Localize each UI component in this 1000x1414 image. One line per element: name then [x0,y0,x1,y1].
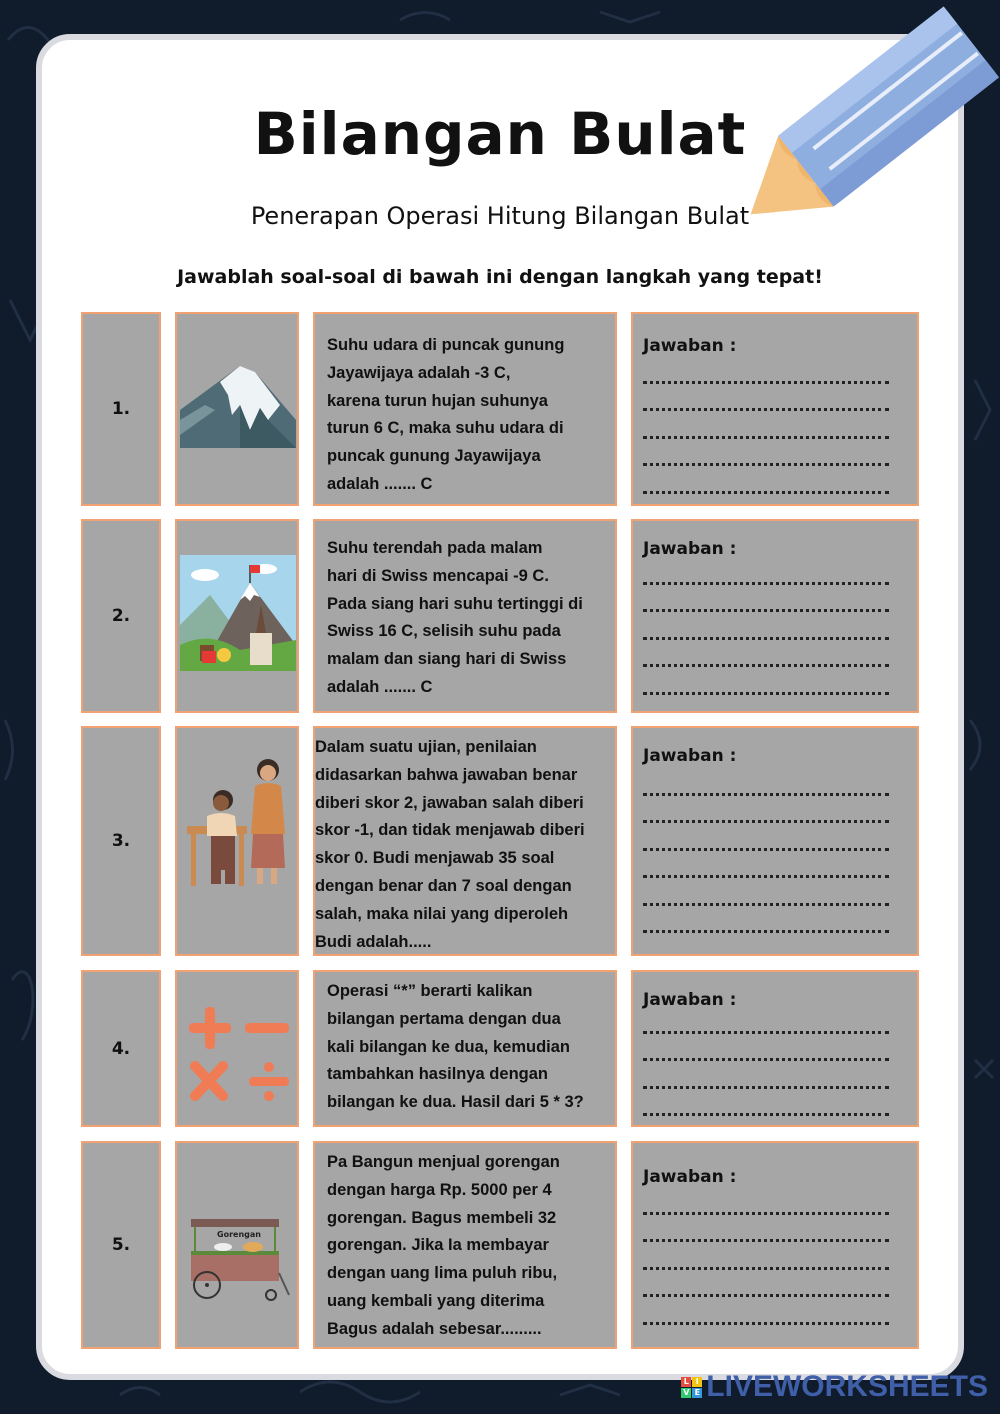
image-cell [175,312,299,506]
answer-cell[interactable] [631,726,919,956]
snowy-mountain-icon [180,360,296,448]
question-line: Suhu terendah pada malam [327,539,543,557]
question-cell [313,312,617,506]
question-line: karena turun hujan suhunya [327,391,548,410]
answer-label: Jawaban : [643,746,737,766]
live-badge-icon: L I V E [681,1377,702,1398]
number-cell [81,1141,161,1349]
image-cell [175,970,299,1127]
question-row-5 [0,1141,1000,1349]
question-line: Dalam suatu ujian, penilaian [315,738,537,756]
image-cell [175,519,299,713]
question-cell [313,519,617,713]
liveworksheets-logo[interactable] [681,1370,988,1404]
question-row-2 [0,519,1000,713]
answer-label: Jawaban : [643,1167,737,1187]
page-title: Bilangan Bulat [253,100,747,168]
question-cell [313,970,617,1127]
question-line: uang kembali yang diterima [327,1291,545,1310]
question-line: gorengan. Bagus membeli 32 [327,1208,557,1227]
question-line: Budi adalah..... [315,932,432,951]
question-line: tambahkan hasilnya dengan [327,1065,548,1084]
number-cell [81,312,161,506]
question-number: 4. [111,1038,131,1059]
answer-lines[interactable] [643,1187,889,1325]
question-line: kali bilangan ke dua, kemudian [327,1037,570,1056]
brand-name: LIVEWORKSHEETS [706,1370,988,1403]
question-line: hari di Swiss mencapai -9 C. [327,566,549,585]
question-line: adalah ....... C [327,677,433,696]
question-line: Suhu udara di puncak gunung [327,336,565,354]
answer-label: Jawaban : [643,990,737,1010]
answer-cell[interactable] [631,1141,919,1349]
question-line: dengan harga Rp. 5000 per 4 [327,1180,552,1199]
math-operators-icon [185,1004,295,1104]
question-number: 5. [111,1235,131,1255]
question-line: malam dan siang hari di Swiss [327,650,567,669]
answer-label: Jawaban : [643,336,737,356]
question-row-3 [0,726,1000,956]
question-line: diberi skor 2, jawaban salah diberi [315,793,584,812]
image-cell [175,726,299,956]
question-line: turun 6 C, maka suhu udara di [327,419,564,438]
question-line: bilangan pertama dengan dua [327,1009,561,1028]
question-row-4 [0,970,1000,1127]
question-line: puncak gunung Jayawijaya [327,447,541,466]
answer-lines[interactable] [643,768,889,933]
question-line: didasarkan bahwa jawaban benar [315,765,578,784]
number-cell [81,519,161,713]
answer-label: Jawaban : [643,539,737,559]
question-line: gorengan. Jika Ia membayar [327,1236,549,1255]
answer-lines[interactable] [643,557,889,695]
answer-cell[interactable] [631,519,919,713]
answer-lines[interactable] [643,356,889,494]
number-cell [81,970,161,1127]
question-line: Jayawijaya adalah -3 C, [327,363,511,382]
number-cell [81,726,161,956]
question-line: dengan benar dan 7 soal dengan [315,876,572,895]
question-line: Bagus adalah sebesar......... [327,1319,542,1338]
student-teacher-icon [185,756,295,886]
question-row-1 [0,312,1000,506]
question-number: 3. [111,831,131,851]
question-cell [313,1141,617,1349]
instruction-text: Jawablah soal-soal di bawah ini dengan langkah yang tepat! [177,266,823,288]
question-line: adalah ....... C [327,474,433,493]
cart-sign: Gorengan [217,1230,261,1239]
answer-lines[interactable] [643,1006,889,1116]
question-line: Pa Bangun menjual gorengan [327,1153,560,1171]
question-line: dengan uang lima puluh ribu, [327,1264,558,1283]
question-number: 2. [111,606,131,626]
question-line: salah, maka nilai yang diperoleh [315,904,569,923]
question-line: bilangan ke dua. Hasil dari 5 * 3? [327,1093,584,1112]
question-line: Pada siang hari suhu tertinggi di [327,594,583,613]
question-line: skor -1, dan tidak menjawab diberi [315,821,585,840]
answer-cell[interactable] [631,312,919,506]
question-line: skor 0. Budi menjawab 35 soal [315,849,555,868]
question-number: 1. [111,399,131,419]
image-cell [175,1141,299,1349]
swiss-landscape-icon [180,555,296,671]
question-line: Swiss 16 C, selisih suhu pada [327,622,561,641]
question-cell [313,726,617,956]
answer-cell[interactable] [631,970,919,1127]
gorengan-cart-icon [183,1213,295,1311]
question-line: Operasi “*” berarti kalikan [327,982,533,1000]
page-subtitle: Penerapan Operasi Hitung Bilangan Bulat [250,202,750,230]
